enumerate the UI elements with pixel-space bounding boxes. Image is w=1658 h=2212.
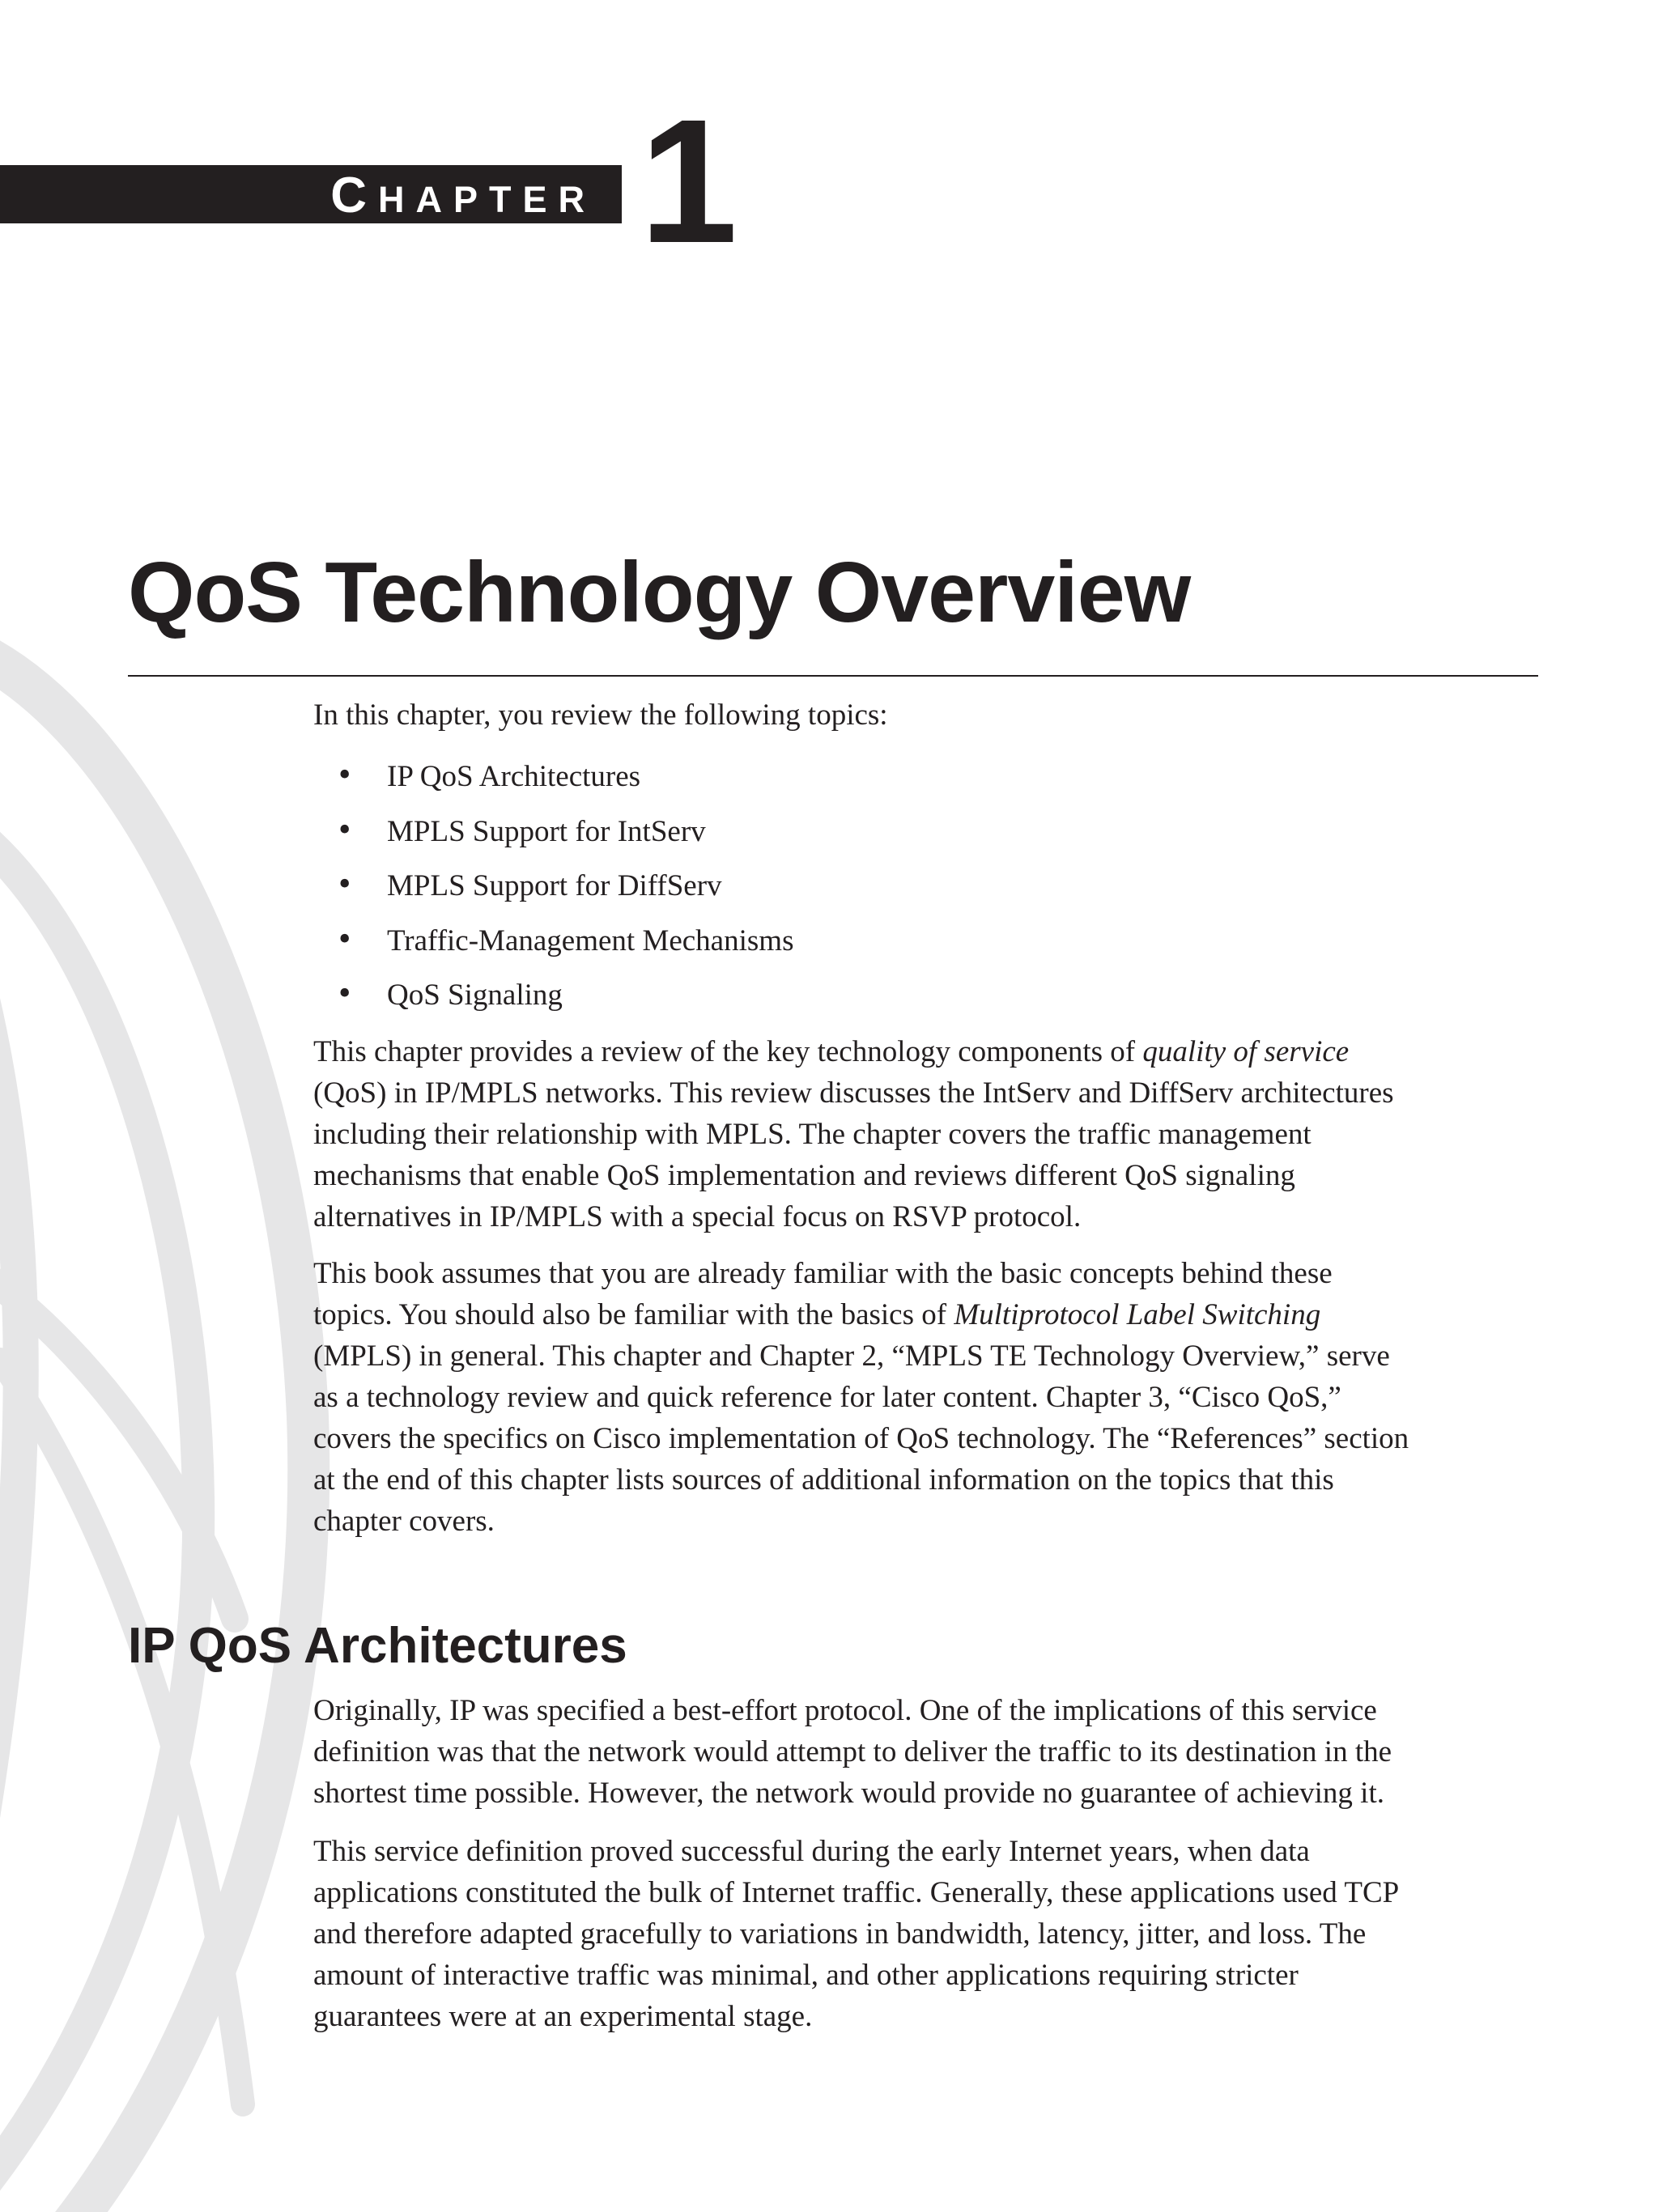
chapter-label-bar [0, 165, 622, 223]
intro-text: In this chapter, you review the following topics: [313, 698, 888, 732]
paragraph-text: This chapter provides a review of the key technology components of [313, 1035, 1143, 1068]
paragraph-line: alternatives in IP/MPLS with a special focus on RSVP protocol. [313, 1200, 1082, 1233]
list-item [313, 974, 793, 1030]
emphasis-text: Multiprotocol Label Switching [954, 1298, 1321, 1331]
paragraph-line: at the end of this chapter lists sources of additional information on the topics that this [313, 1463, 1334, 1497]
paragraph-line: amount of interactive traffic was minimal, and other applications requiring stricter [313, 1959, 1299, 1992]
bullet-icon: • [338, 754, 351, 794]
paragraph-line: This book assumes that you are already familiar with the basic concepts behind these [313, 1257, 1333, 1290]
paragraph-line [313, 1294, 1544, 1335]
page-title: QoS Technology Overview [128, 545, 1191, 640]
paragraph-line: applications constituted the bulk of Internet traffic. Generally, these applications used TCP [313, 1876, 1400, 1909]
chapter-label [330, 165, 596, 223]
topic-label: Traffic-Management Mechanisms [387, 923, 794, 957]
section-paragraph [313, 1690, 1544, 1814]
paragraph-line: mechanisms that enable QoS implementation and reviews different QoS signaling [313, 1159, 1295, 1192]
list-item [313, 756, 793, 811]
topic-label: MPLS Support for DiffServ [387, 869, 722, 902]
chapter-label-rest: HAPTER [377, 179, 596, 220]
paragraph-line: covers the specifics on Cisco implementation of QoS technology. The “References” section [313, 1422, 1409, 1455]
paragraph-line: Originally, IP was specified a best-effort protocol. One of the implications of this service [313, 1694, 1377, 1727]
paragraph-line: This service definition proved successful during the early Internet years, when data [313, 1835, 1310, 1868]
bullet-icon: • [338, 809, 351, 849]
paragraph-line: (QoS) in IP/MPLS networks. This review discusses the IntServ and DiffServ architectures [313, 1076, 1394, 1110]
bullet-icon: • [338, 864, 351, 903]
topic-label: IP QoS Architectures [387, 760, 641, 793]
list-item [313, 865, 793, 920]
section-paragraph [313, 1831, 1544, 2037]
paragraph-text: topics. You should also be familiar with the basics of [313, 1298, 954, 1331]
paragraph-line: (MPLS) in general. This chapter and Chapter 2, “MPLS TE Technology Overview,” serve [313, 1340, 1390, 1373]
topic-list [313, 756, 793, 1030]
emphasis-text: quality of service [1142, 1035, 1350, 1068]
overview-paragraph [313, 1031, 1544, 1238]
paragraph-line: definition was that the network would attempt to deliver the traffic to its destination in the [313, 1735, 1392, 1768]
paragraph-line: including their relationship with MPLS. The chapter covers the traffic management [313, 1118, 1312, 1151]
paragraph-line: shortest time possible. However, the network would provide no guarantee of achieving it. [313, 1777, 1384, 1810]
title-divider [128, 675, 1538, 677]
paragraph-line: and therefore adapted gracefully to variations in bandwidth, latency, jitter, and loss. The [313, 1917, 1367, 1951]
chapter-number: 1 [640, 83, 738, 280]
paragraph-line: as a technology review and quick reference for later content. Chapter 3, “Cisco QoS,” [313, 1381, 1341, 1414]
topic-label: QoS Signaling [387, 979, 563, 1012]
paragraph-line: chapter covers. [313, 1505, 495, 1538]
bullet-icon: • [338, 918, 351, 958]
section-heading: IP QoS Architectures [128, 1618, 627, 1674]
topic-label: MPLS Support for IntServ [387, 814, 706, 848]
paragraph-line [313, 1031, 1544, 1072]
assumptions-paragraph [313, 1253, 1544, 1542]
list-item [313, 920, 793, 975]
bullet-icon: • [338, 973, 351, 1013]
list-item [313, 811, 793, 866]
globe-arc-left [0, 890, 21, 1902]
chapter-label-initial: C [330, 168, 378, 223]
paragraph-line: guarantees were at an experimental stage. [313, 2000, 813, 2033]
